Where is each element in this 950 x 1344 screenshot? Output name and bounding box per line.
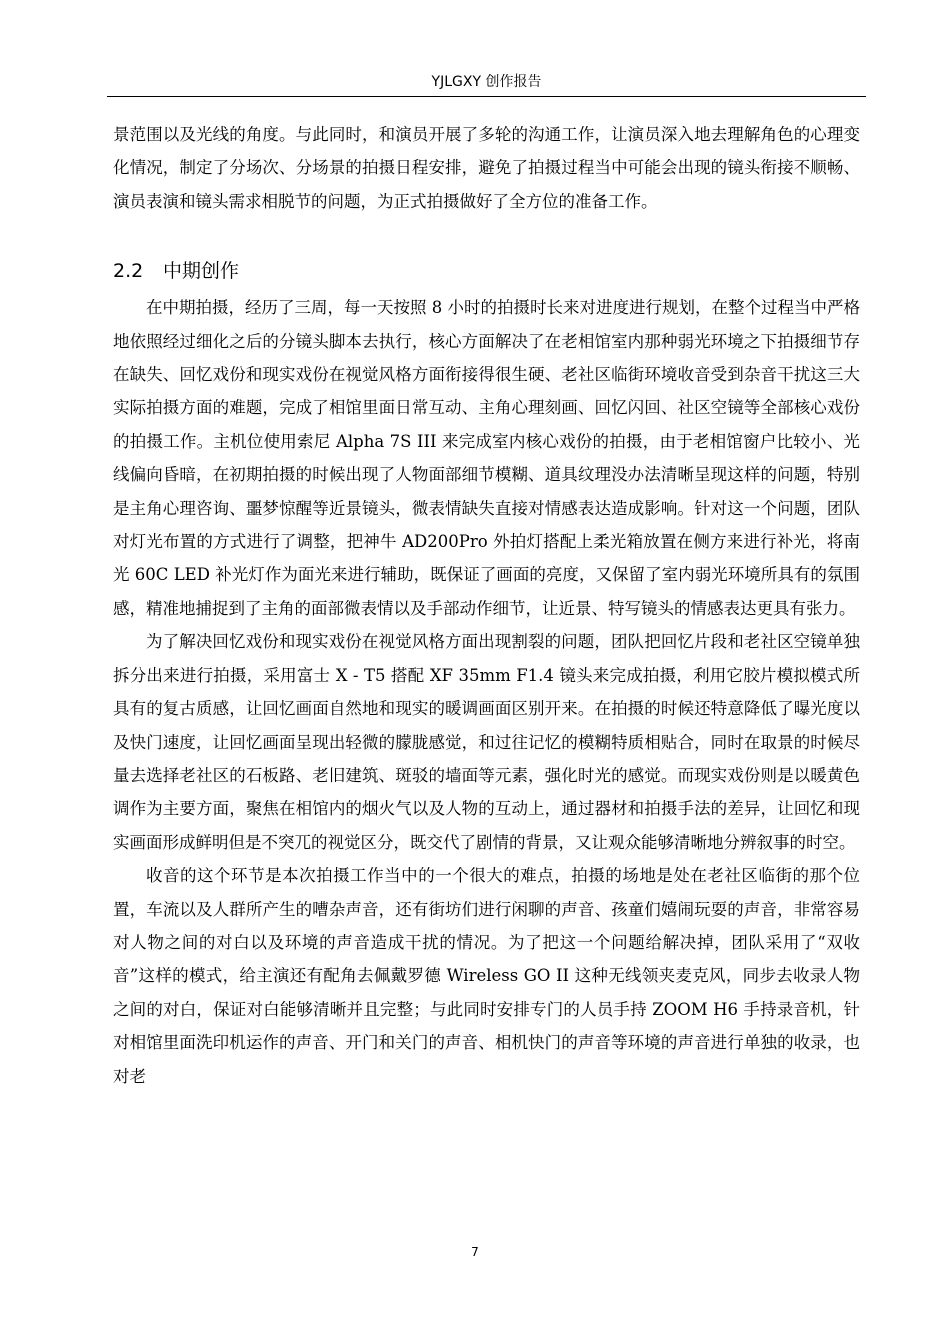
body-paragraph: 收音的这个环节是本次拍摄工作当中的一个很大的难点，拍摄的场地是处在老社区临街的那个位置，车流以及人群所产生的嘈杂声音，还有街坊们进行闲聊的声音、孩童们嬉闹玩耍的声音，非常容易对人物之间的对白以及环境的声音造成干扰的情况。为了把这一个问题给解决掉，团队采用了“双收音”这样的模式，给主演还有配角去佩戴罗德 Wireless GO II 这种无线领夹麦克风，同步去收录人物之间的对白，保证对白能够清晰并且完整；与此同时安排专门的人员手持 ZOOM H6 手持录音机，针对相馆里面洗印机运作的声音、开门和关门的声音、相机快门的声音等环境的声音进行单独的收录，也对老 xyxy=(113,866,860,1086)
body-paragraph: 为了解决回忆戏份和现实戏份在视觉风格方面出现割裂的问题，团队把回忆片段和老社区空镜单独拆分出来进行拍摄，采用富士 X - T5 搭配 XF 35mm F1.4 镜头来完成拍摄，利用它胶片模拟模式所具有的复古质感，让回忆画面自然地和现实的暖调画面区别开来。在拍摄的时候还特意降低了曝光度以及快门速度，让回忆画面呈现出轻微的朦胧感觉，和过往记忆的模糊特质相贴合，同时在取景的时候尽量去选择老社区的石板路、老旧建筑、斑驳的墙面等元素，强化时光的感觉。而现实戏份则是以暖黄色调作为主要方面，聚焦在相馆内的烟火气以及人物的互动上，通过器材和拍摄手法的差异，让回忆和现实画面形成鲜明但是不突兀的视觉区分，既交代了剧情的背景，又让观众能够清晰地分辨叙事的时空。 xyxy=(113,632,860,852)
section-number: 2.2 xyxy=(113,260,144,283)
section-title: 中期创作 xyxy=(163,260,240,283)
page-footer xyxy=(0,1245,950,1259)
page-body xyxy=(113,118,860,1093)
body-paragraph: 在中期拍摄，经历了三周，每一天按照 8 小时的拍摄时长来对进度进行规划，在整个过程当中严格地依照经过细化之后的分镜头脚本去执行，核心方面解决了在老相馆室内那种弱光环境之下拍摄细节存在缺失、回忆戏份和现实戏份在视觉风格方面衔接得很生硬、老社区临街环境收音受到杂音干扰这三大实际拍摄方面的难题，完成了相馆里面日常互动、主角心理刻画、回忆闪回、社区空镜等全部核心戏份的拍摄工作。主机位使用索尼 Alpha 7S III 来完成室内核心戏份的拍摄，由于老相馆窗户比较小、光线偏向昏暗，在初期拍摄的时候出现了人物面部细节模糊、道具纹理没办法清晰呈现这样的问题，特别是主角心理咨询、噩梦惊醒等近景镜头，微表情缺失直接对情感表达造成影响。针对这一个问题，团队对灯光布置的方式进行了调整，把神牛 AD200Pro 外拍灯搭配上柔光箱放置在侧方来进行补光，将南光 60C LED 补光灯作为面光来进行辅助，既保证了画面的亮度，又保留了室内弱光环境所具有的氛围感，精准地捕捉到了主角的面部微表情以及手部动作细节，让近景、特写镜头的情感表达更具有张力。 xyxy=(113,298,860,618)
continued-paragraph: 景范围以及光线的角度。与此同时，和演员开展了多轮的沟通工作，让演员深入地去理解角色的心理变化情况，制定了分场次、分场景的拍摄日程安排，避免了拍摄过程当中可能会出现的镜头衔接不顺畅、演员表演和镜头需求相脱节的问题，为正式拍摄做好了全方位的准备工作。 xyxy=(113,125,860,211)
header-title: YJLGXY 创作报告 xyxy=(431,74,542,90)
section-heading xyxy=(113,253,860,289)
page-number: 7 xyxy=(471,1245,479,1259)
running-header xyxy=(107,70,866,97)
